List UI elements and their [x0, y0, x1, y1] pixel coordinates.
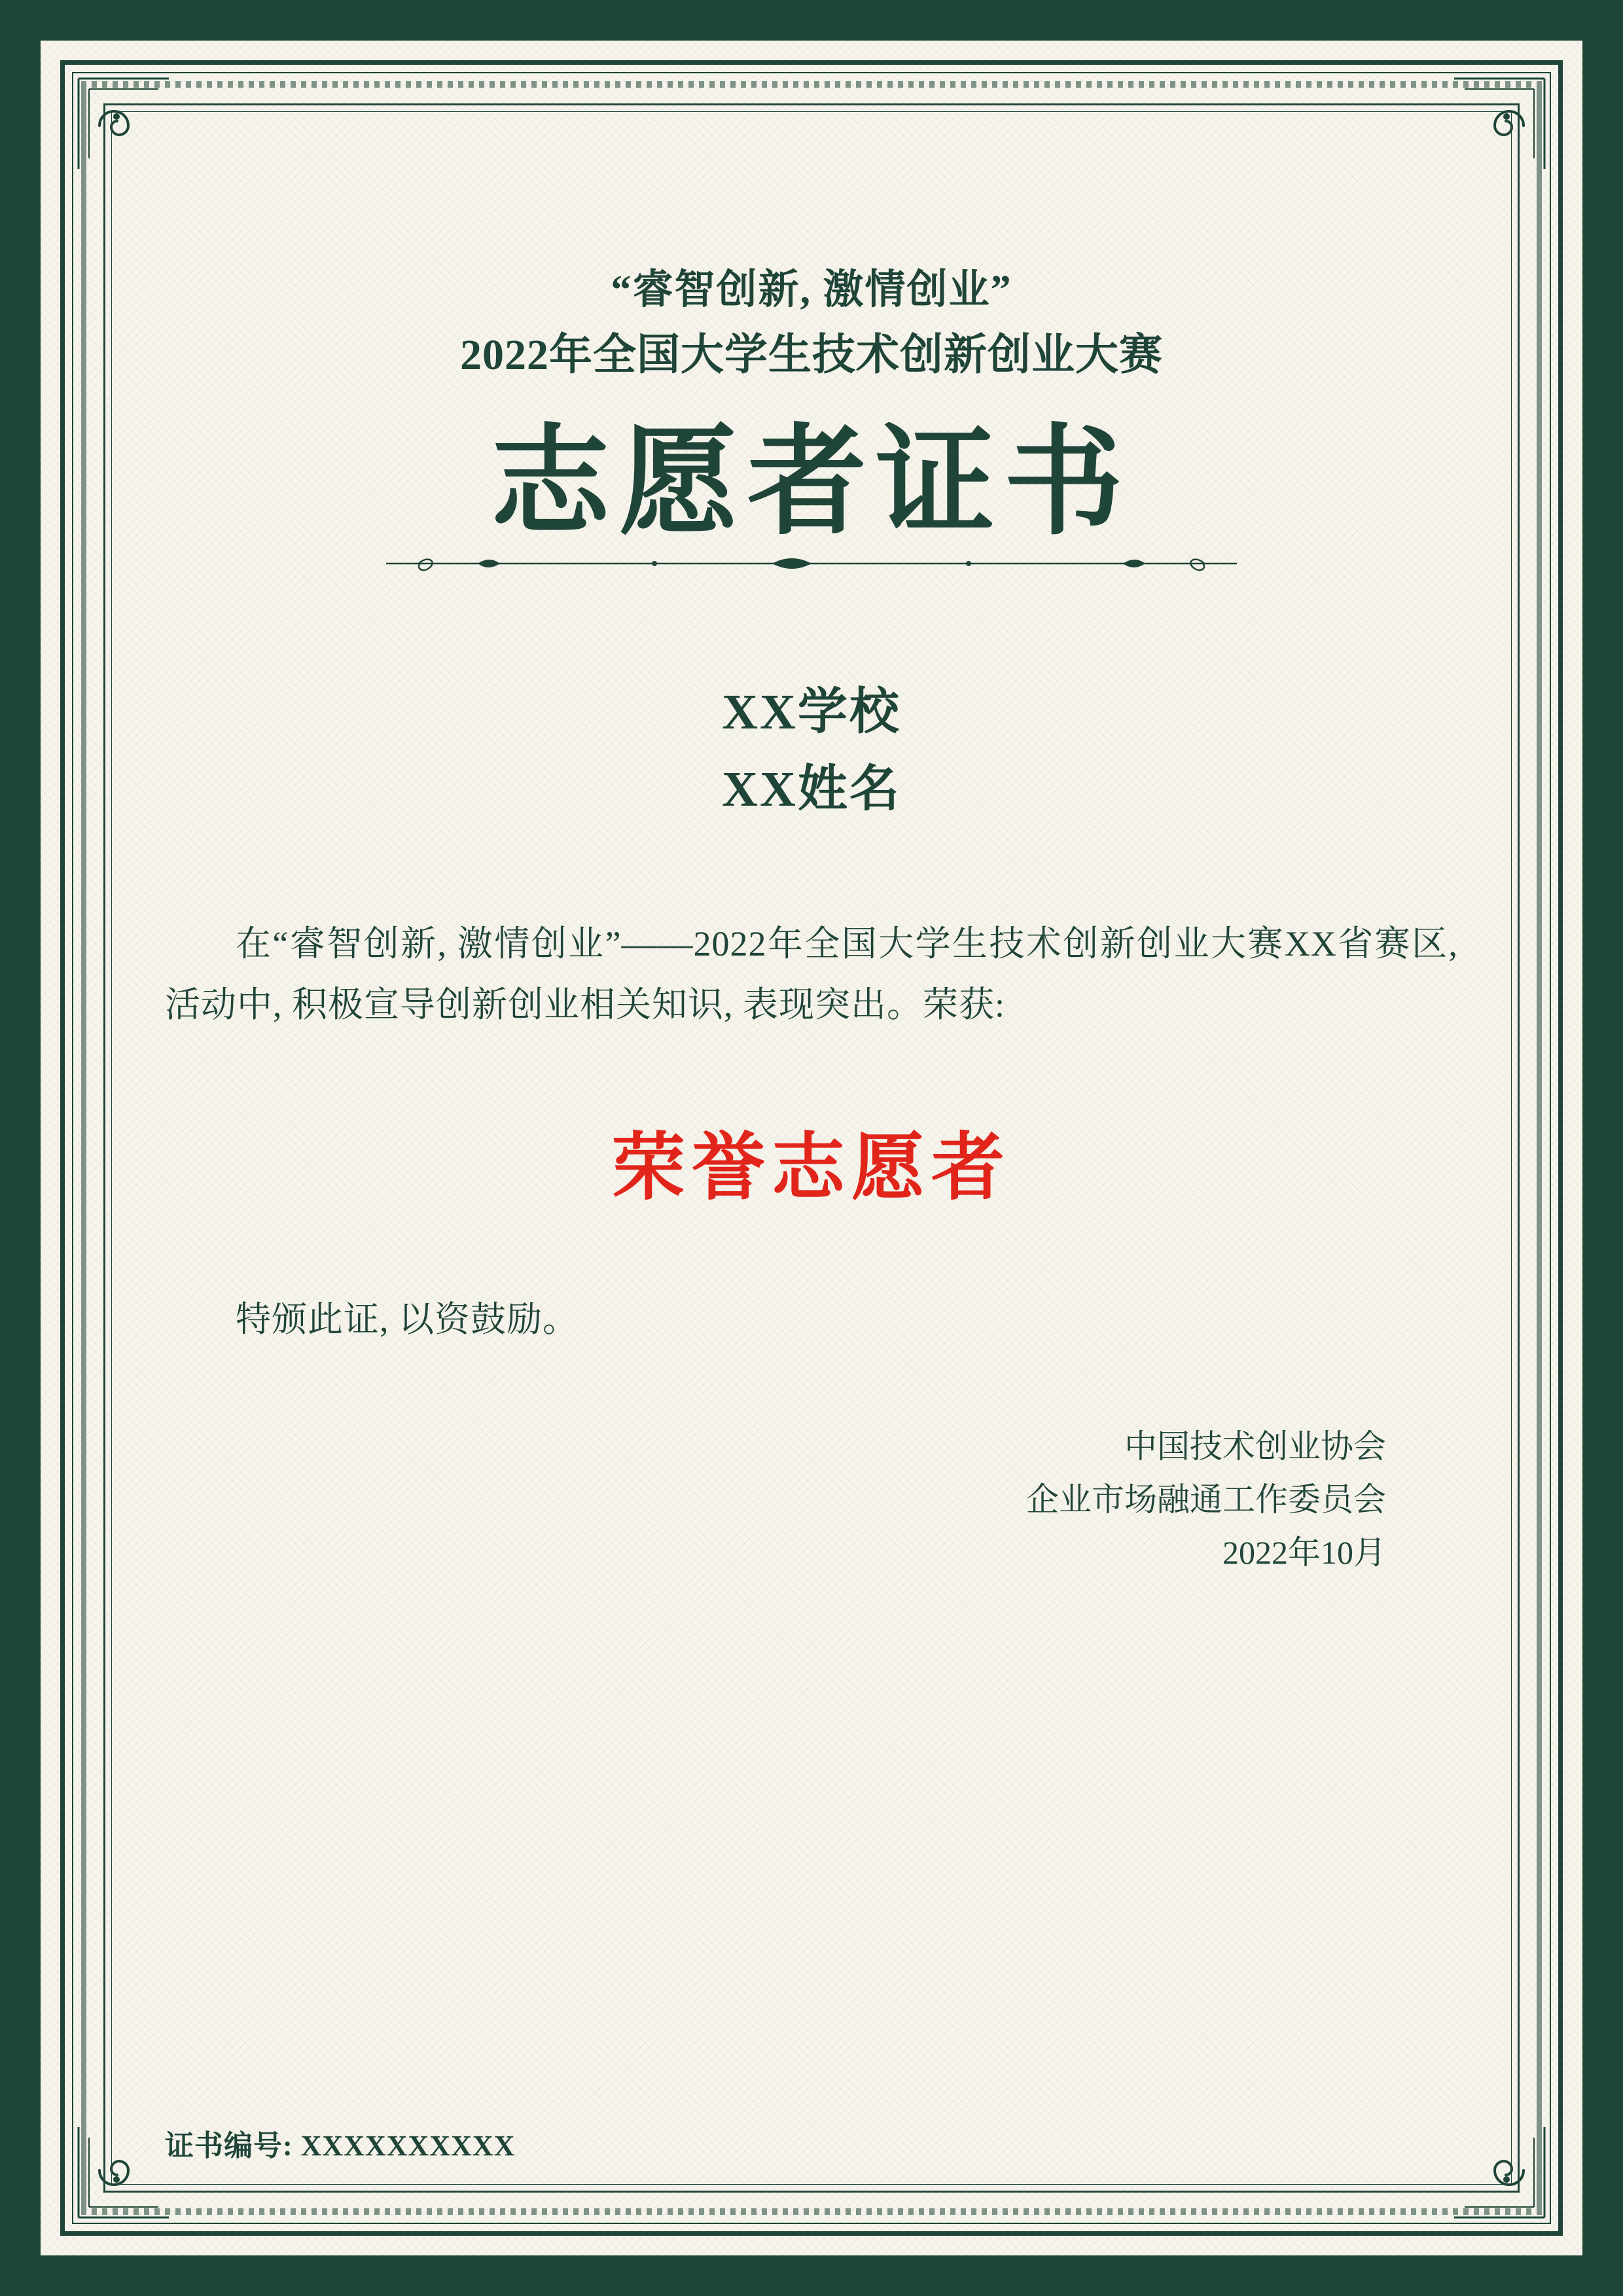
corner-flourish-top-right-icon [1450, 75, 1548, 173]
competition-title: 2022年全国大学生技术创新创业大赛 [460, 331, 1163, 380]
corner-flourish-top-left-icon [75, 75, 173, 173]
page-title: 志愿者证书 [491, 418, 1132, 550]
body-text: 在“睿智创新, 激情创业”——2022年全国大学生技术创新创业大赛XX省赛区, 活动中, 积极宣导创新创业相关知识, 表现突出。荣获: [165, 924, 1458, 1024]
issuer-committee: 企业市场融通工作委员会 [1026, 1480, 1386, 1518]
slogan-text: “睿智创新, 激情创业” [611, 268, 1012, 312]
issue-date: 2022年10月 [1222, 1534, 1386, 1571]
ornamental-divider [380, 551, 1243, 576]
certificate-paper [41, 41, 1582, 2255]
award-title: 荣誉志愿者 [612, 1127, 1011, 1209]
serial-number: 证书编号: XXXXXXXXXX [165, 2130, 516, 2162]
recipient-block [165, 674, 1458, 829]
corner-flourish-bottom-right-icon [1450, 2123, 1548, 2221]
recipient-name: XX姓名 [722, 762, 901, 817]
issuer-block [165, 1420, 1458, 1579]
corner-flourish-bottom-left-icon [75, 2123, 173, 2221]
recipient-school: XX学校 [722, 685, 901, 740]
certificate-content [165, 139, 1458, 2170]
closing-text: 特颁此证, 以资鼓励。 [236, 1299, 579, 1339]
issuer-organization: 中国技术创业协会 [1124, 1427, 1386, 1465]
